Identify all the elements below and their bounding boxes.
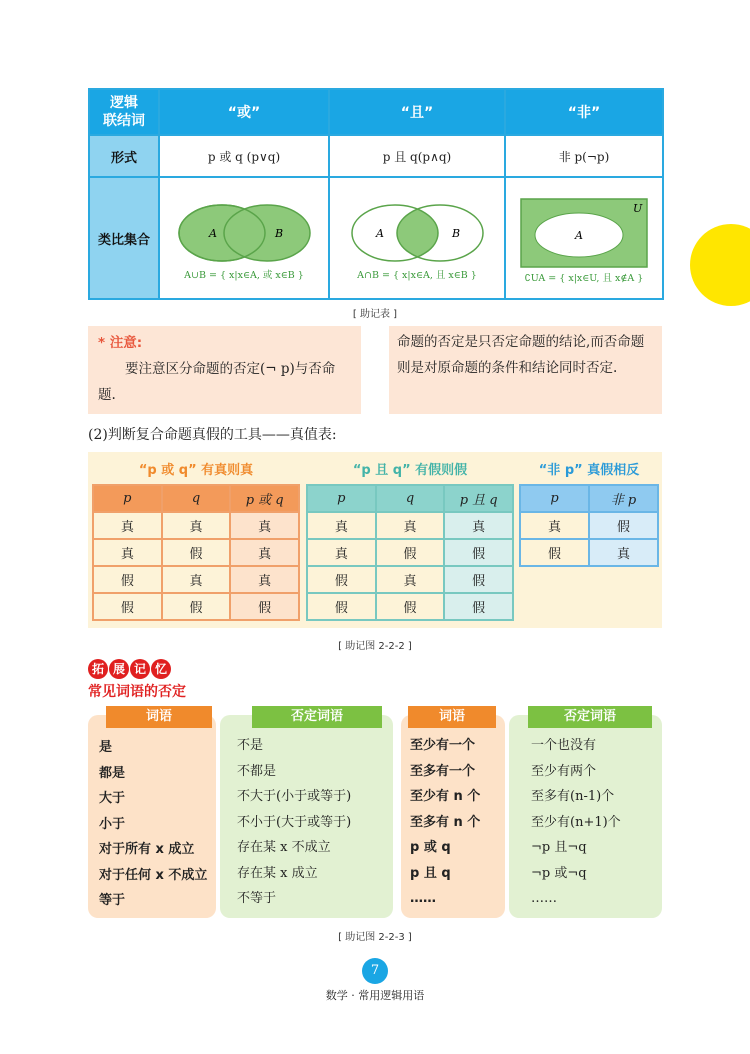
venn-complement xyxy=(505,177,663,299)
extension-subtitle: 常见词语的否定 xyxy=(88,684,186,700)
or-truth-table: p q p 或 q 真 真 真 真 假 真 假 真 真 假 假 假 xyxy=(92,484,300,621)
yellow-side-dot xyxy=(690,224,750,306)
venn-intersection-diagram xyxy=(342,200,492,266)
negation-list-1 xyxy=(237,733,351,912)
logic-connective-table xyxy=(88,88,664,300)
tab-negation-1: 否定词语 xyxy=(252,706,382,728)
tab-words-2: 词语 xyxy=(408,706,496,728)
corner-header: 逻辑 联结词 xyxy=(89,89,159,135)
list-item: ¬p 且¬q xyxy=(531,840,587,855)
list-item: 至多有一个 xyxy=(410,763,476,779)
footer-text: 数学 · 常用逻辑用语 xyxy=(325,989,425,1002)
truth-table-heading: (2)判断复合命题真假的工具——真值表: xyxy=(88,427,337,443)
analogy-label: 类比集合 xyxy=(89,177,159,299)
and-truth-table: p q p 且 q 真 真 真 真 假 假 假 真 假 假 假 假 xyxy=(306,484,514,621)
list-item: 小于 xyxy=(99,816,126,832)
list-item: 不都是 xyxy=(237,763,277,779)
note-left-box xyxy=(88,326,361,414)
note-right-box xyxy=(389,326,662,414)
venn-intersection xyxy=(329,177,505,299)
table-caption: [ 助记表 ] xyxy=(352,309,398,320)
list-item: 对于所有 x 成立 xyxy=(99,842,195,857)
list-item: 是 xyxy=(99,740,113,755)
union-formula: A∪B = { x|x∈A, 或 x∈B } xyxy=(184,269,304,281)
words-list-2 xyxy=(410,733,480,912)
truth-table-caption: [ 助记图 2-2-2 ] xyxy=(338,641,412,652)
set-b-label: B xyxy=(275,226,284,240)
list-item: 对于任何 x 不成立 xyxy=(99,867,208,883)
extension-caption: [ 助记图 2-2-3 ] xyxy=(338,932,412,943)
list-item: 不等于 xyxy=(237,891,277,906)
list-item: 至多有(n-1)个 xyxy=(531,789,615,804)
not-title: “非 p” 真假相反 xyxy=(538,463,640,478)
note-right-text: 命题的否定是只否定命题的结论,而否命题则是对原命题的条件和结论同时否定. xyxy=(397,334,645,376)
list-item: 至少有两个 xyxy=(531,763,597,779)
list-item: 都是 xyxy=(99,765,126,781)
header-not: “非” xyxy=(505,89,663,135)
list-item: 不大于(小于或等于) xyxy=(237,789,352,804)
note-title: * 注意: xyxy=(98,335,143,351)
list-item: 不是 xyxy=(237,738,264,753)
list-item: 至多有 n 个 xyxy=(410,814,481,830)
page-number: 7 xyxy=(362,958,388,984)
form-or: p 或 q (p∨q) xyxy=(159,135,329,177)
list-item: ¬p 或¬q xyxy=(531,865,587,881)
extension-badge: 拓 展 记 忆 xyxy=(88,658,172,679)
list-item: 大于 xyxy=(99,791,126,806)
note-left-text: 要注意区分命题的否定(¬ p)与否命题. xyxy=(98,361,336,403)
tab-words-1: 词语 xyxy=(106,706,212,728)
set-u-label: U xyxy=(633,201,643,215)
list-item: 一个也没有 xyxy=(531,738,597,753)
intersection-formula: A∩B = { x|x∈A, 且 x∈B } xyxy=(357,269,477,281)
complement-formula: ∁UA = { x|x∈U, 且 x∉A } xyxy=(524,272,644,284)
words-list-1 xyxy=(99,735,207,914)
venn-union xyxy=(159,177,329,299)
venn-complement-diagram xyxy=(519,197,649,269)
list-item: 存在某 x 不成立 xyxy=(237,840,331,855)
list-item: 至少有(n+1)个 xyxy=(531,814,621,830)
form-label: 形式 xyxy=(89,135,159,177)
list-item: 存在某 x 成立 xyxy=(237,865,318,881)
set-a-label: A xyxy=(376,226,384,240)
set-a-label: A xyxy=(209,226,217,240)
form-not: 非 p(¬p) xyxy=(505,135,663,177)
list-item: p 且 q xyxy=(410,865,451,881)
not-truth-table: p 非 p 真 假 假 真 xyxy=(519,484,659,567)
header-and: “且” xyxy=(329,89,505,135)
or-title: “p 或 q” 有真则真 xyxy=(138,463,254,478)
list-item: p 或 q xyxy=(410,840,451,855)
negation-list-2 xyxy=(531,733,621,912)
header-or: “或” xyxy=(159,89,329,135)
list-item: …… xyxy=(531,891,557,906)
set-a-label: A xyxy=(575,228,583,242)
venn-union-diagram xyxy=(169,200,319,266)
form-and: p 且 q(p∧q) xyxy=(329,135,505,177)
list-item: 等于 xyxy=(99,893,126,908)
list-item: 至少有一个 xyxy=(410,738,476,753)
and-title: “p 且 q” 有假则假 xyxy=(352,463,468,478)
list-item: 至少有 n 个 xyxy=(410,789,481,804)
tab-negation-2: 否定词语 xyxy=(528,706,652,728)
list-item: …… xyxy=(410,891,436,906)
set-b-label: B xyxy=(452,226,461,240)
list-item: 不小于(大于或等于) xyxy=(237,814,352,830)
